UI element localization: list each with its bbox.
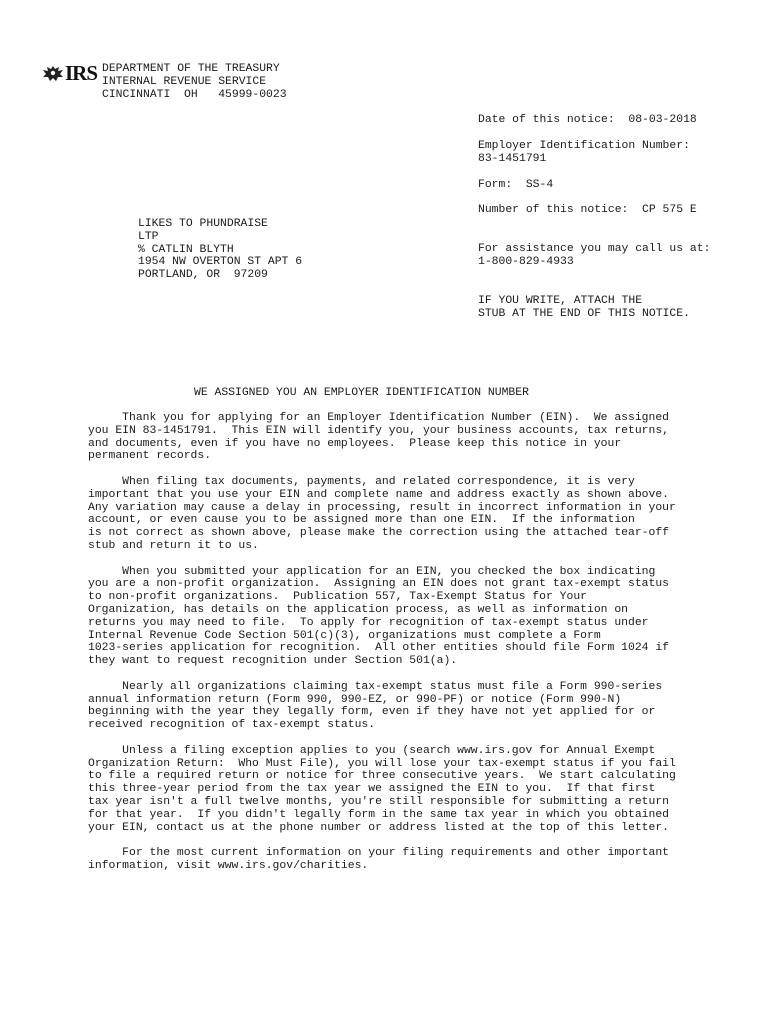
ein-label: Employer Identification Number: [478,140,690,152]
addressee-line: 1954 NW OVERTON ST APT 6 [138,256,303,269]
paragraph: When filing tax documents, payments, and related correspondence, it is very important that you use your EIN and complete name and address exactly as shown above. Any variation may cause a delay in processing, result in incorrect information in your account, or even cause you to be assigned more than one EIN. If the information is not correct as shown above, please make the correction using the attached tear-off stub and return it to us. [88,475,676,552]
agency-line: CINCINNATI OH 45999-0023 [102,88,287,101]
notice-date: Date of this notice: 08-03-2018 [478,114,697,126]
write-instructions: IF YOU WRITE, ATTACH THE STUB AT THE END OF THIS NOTICE. [478,295,690,320]
notice-body [88,412,728,885]
ein-block [478,140,758,166]
notice-number: Number of this notice: CP 575 E [478,204,697,216]
irs-logo [42,63,100,85]
agency-line: INTERNAL REVENUE SERVICE [102,75,267,88]
irs-logo-text: IRS [65,61,98,85]
addressee-line: LTP [138,230,159,243]
form-line: Form: SS-4 [478,179,554,191]
addressee-line: LIKES TO PHUNDRAISE [138,218,268,230]
agency-address [102,63,287,101]
eagle-seal-icon [42,65,64,83]
paragraph: Unless a filing exception applies to you (search www.irs.gov for Annual Exempt Organization Return: Who Must File), you will lose your tax-exempt status if you fail to file a required return or notice for three consecutive years. We start calculating this three-year period from the tax year we assigned the EIN to you. If that first tax year isn't a full twelve months, you're still responsible for submitting a return for that year. If you didn't legally form in the same tax year in which you obtained your EIN, contact us at the phone number or address listed at the top of this letter. [88,744,676,834]
paragraph: Thank you for applying for an Employer Identification Number (EIN). We assigned you EIN 83-1451791. This EIN will identify you, your business accounts, tax returns, and documents, even if you have no employees. Please keep this notice in your permanent records. [88,412,670,463]
notice-heading: WE ASSIGNED YOU AN EMPLOYER IDENTIFICATION NUMBER [194,387,529,399]
ein-value: 83-1451791 [478,152,547,165]
agency-line: DEPARTMENT OF THE TREASURY [102,63,280,75]
addressee-line: % CATLIN BLYTH [138,243,234,256]
addressee-line: PORTLAND, OR 97209 [138,269,268,282]
assistance-phone: 1-800-829-4933 [478,255,574,268]
paragraph: For the most current information on your filing requirements and other important information, visit www.irs.gov/charities. [88,847,670,872]
assistance-label: For assistance you may call us at: [478,243,711,255]
addressee-block [138,218,302,282]
assistance-block [478,243,758,269]
paragraph: Nearly all organizations claiming tax-exempt status must file a Form 990-series annual information return (Form 990, 990-EZ, or 990-PF) or notice (Form 990-N) beginning with the year they legally form, even if they have not yet applied for or received recognition of tax-exempt status. [88,680,663,732]
paragraph: When you submitted your application for an EIN, you checked the box indicating you are a non-profit organization. Assigning an EIN does not grant tax-exempt status to non-profit organizations. Publication 557, Tax-Exempt Status for Your Organization, has details on the application process, as well as information on returns you may need to file. To apply for recognition of tax-exempt status under Internal Revenue Code Section 501(c)(3), organizations must complete a Form 1023-series application for recognition. All other entities should file Form 1024 if they want to request recognition under Section 501(a). [88,565,670,668]
